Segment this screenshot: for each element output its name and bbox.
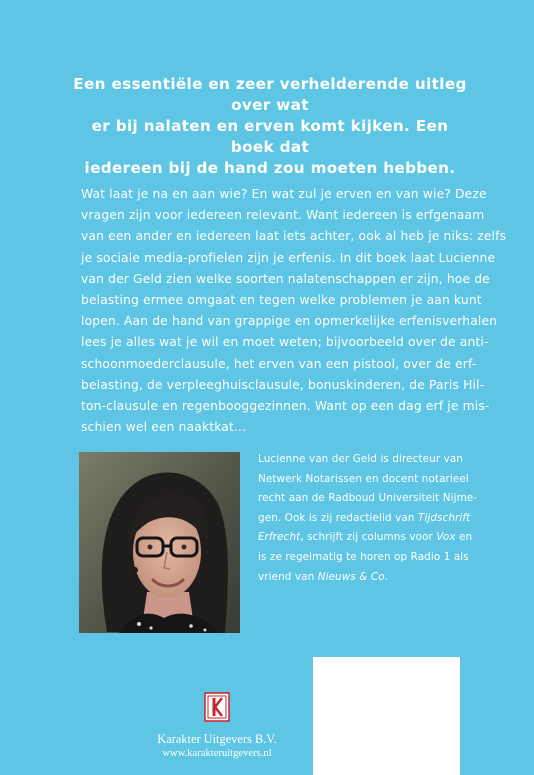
summary-line: Wat laat je na en aan wie? En wat zul je erven en van wie? Deze bbox=[81, 187, 487, 201]
author-portrait-image bbox=[79, 452, 240, 633]
karakter-k-logo-icon bbox=[204, 692, 230, 722]
back-cover-tagline bbox=[70, 74, 470, 179]
publisher-url: www.karakteruitgevers.nl bbox=[162, 748, 272, 759]
summary-line: schoonmoederclausule, het erven van een pistool, over de erf- bbox=[81, 356, 477, 371]
summary-line: van der Geld zien welke soorten nalatenschappen er zijn, hoe de bbox=[81, 271, 490, 286]
summary-line: lopen. Aan de hand van grappige en opmerkelijke erfenisverhalen bbox=[81, 314, 498, 329]
bio-text: , schrijft zij columns voor bbox=[300, 531, 437, 544]
publisher-name: Karakter Uitgevers B.V. bbox=[157, 732, 277, 746]
summary-line: schien wel een naaktkat... bbox=[81, 420, 247, 435]
barcode-area bbox=[313, 657, 460, 775]
journal-title: Tijdschrift bbox=[417, 511, 471, 524]
bio-text: . bbox=[384, 570, 389, 583]
bio-line bbox=[258, 528, 473, 548]
tagline-line: iedereen bij de hand zou moeten hebben. bbox=[84, 159, 456, 177]
summary-line: vragen zijn voor iedereen relevant. Want iedereen is erfgenaam bbox=[81, 208, 485, 223]
magazine-title: Vox bbox=[436, 531, 456, 544]
summary-line: lees je alles wat je wil en moet weten; bijvoorbeeld over de anti- bbox=[81, 335, 489, 350]
radio-show-title: Nieuws & Co bbox=[317, 570, 385, 583]
summary-line: je sociale media-profielen zijn je erfenis. In dit boek laat Lucienne bbox=[81, 250, 496, 265]
summary-line: belasting, de verpleeghuisclausule, bonuskinderen, de Paris Hil- bbox=[81, 377, 485, 392]
summary-line: ton-clausule en regenbooggezinnen. Want op een dag erf je mis- bbox=[81, 399, 490, 414]
author-photo bbox=[79, 452, 240, 633]
journal-title: Erfrecht bbox=[258, 531, 301, 544]
bio-text: vriend van bbox=[258, 570, 318, 583]
book-summary bbox=[81, 184, 507, 438]
bio-text: gen. Ook is zij redactielid van bbox=[258, 511, 418, 524]
author-bio bbox=[258, 450, 478, 587]
bio-line: recht aan de Radboud Universiteit Nijme- bbox=[258, 492, 478, 505]
bio-line: Netwerk Notarissen en docent notarieel bbox=[258, 472, 469, 485]
tagline-line: er bij nalaten en erven komt kijken. Een boek dat bbox=[91, 117, 449, 156]
summary-line: belasting ermee omgaat en tegen welke problemen je aan kunt bbox=[81, 293, 482, 308]
summary-line: van een ander en iedereen laat iets achter, ook al heb je niks: zelfs bbox=[81, 229, 507, 244]
tagline-line: Een essentiële en zeer verhelderende uitleg over wat bbox=[73, 75, 467, 114]
bio-line bbox=[258, 568, 458, 588]
bio-line bbox=[258, 509, 471, 529]
bio-line: Lucienne van der Geld is directeur van bbox=[258, 453, 464, 465]
publisher-block bbox=[150, 692, 284, 761]
bio-line: is ze regelmatig te horen op Radio 1 als bbox=[258, 550, 469, 563]
bio-text: en bbox=[455, 531, 473, 544]
